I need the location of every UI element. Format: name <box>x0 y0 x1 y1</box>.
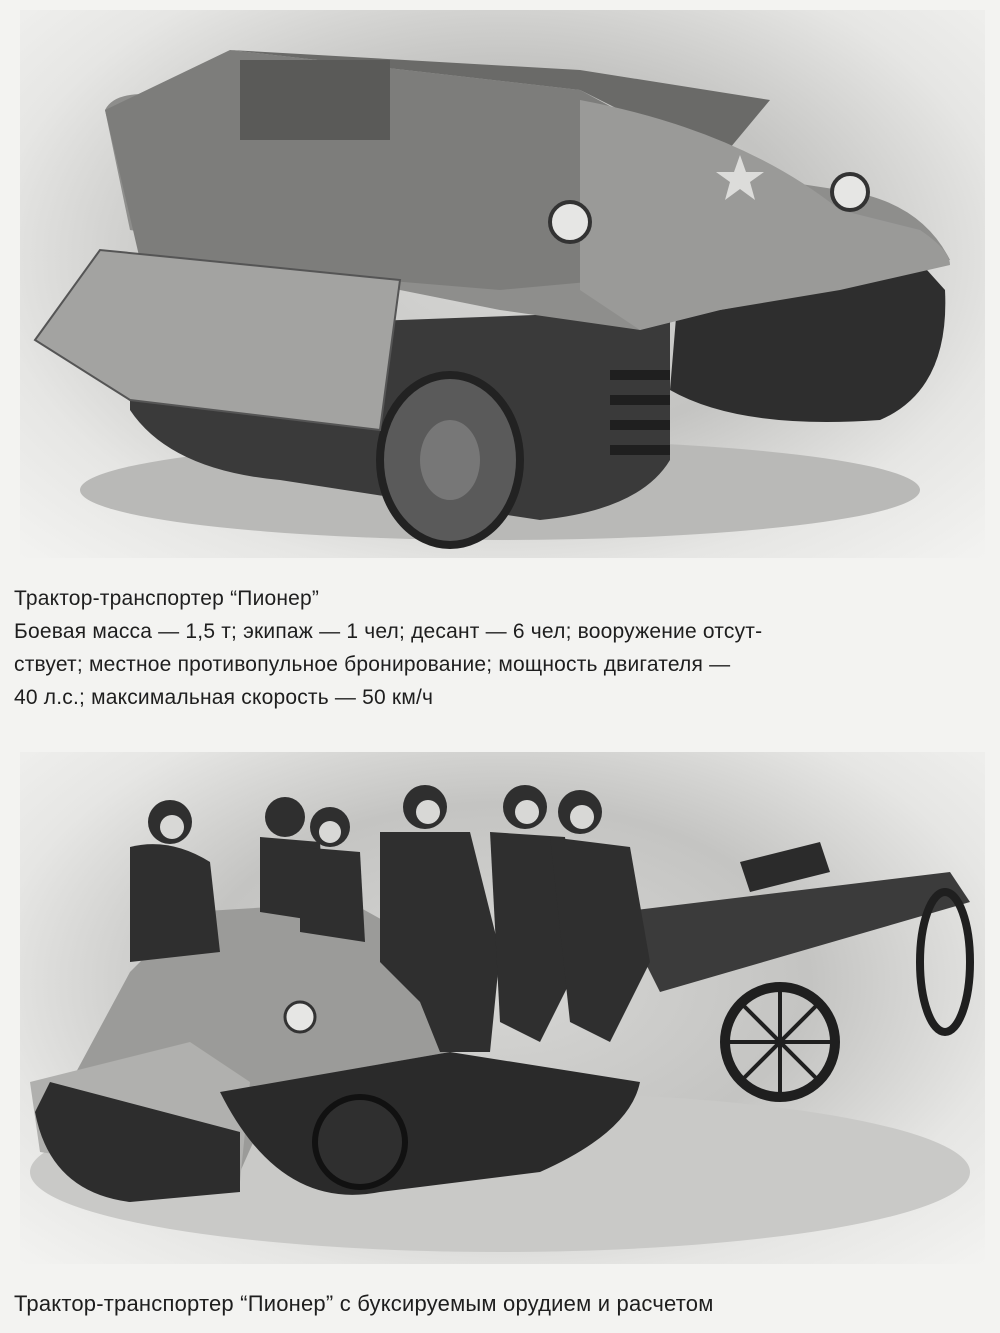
photo1-specs-line: ствует; местное противопульное бронирование; мощность двигателя — <box>14 653 731 676</box>
tractor-with-gun-illustration <box>20 752 985 1264</box>
tractor-photo-front <box>20 10 985 558</box>
tractor-with-gun-and-crew-photo <box>20 752 985 1264</box>
photo1-specs-line: 40 л.с.; максимальная скорость — 50 км/ч <box>14 686 434 709</box>
photo1-specs-line: Боевая масса — 1,5 т; экипаж — 1 чел; десант — 6 чел; вооружение отсут- <box>14 620 763 643</box>
tractor-illustration <box>20 10 985 558</box>
photo1-caption-title: Трактор-транспортер “Пионер” <box>14 587 320 610</box>
photo2-caption: Трактор-транспортер “Пионер” с буксируемым орудием и расчетом <box>14 1291 714 1316</box>
